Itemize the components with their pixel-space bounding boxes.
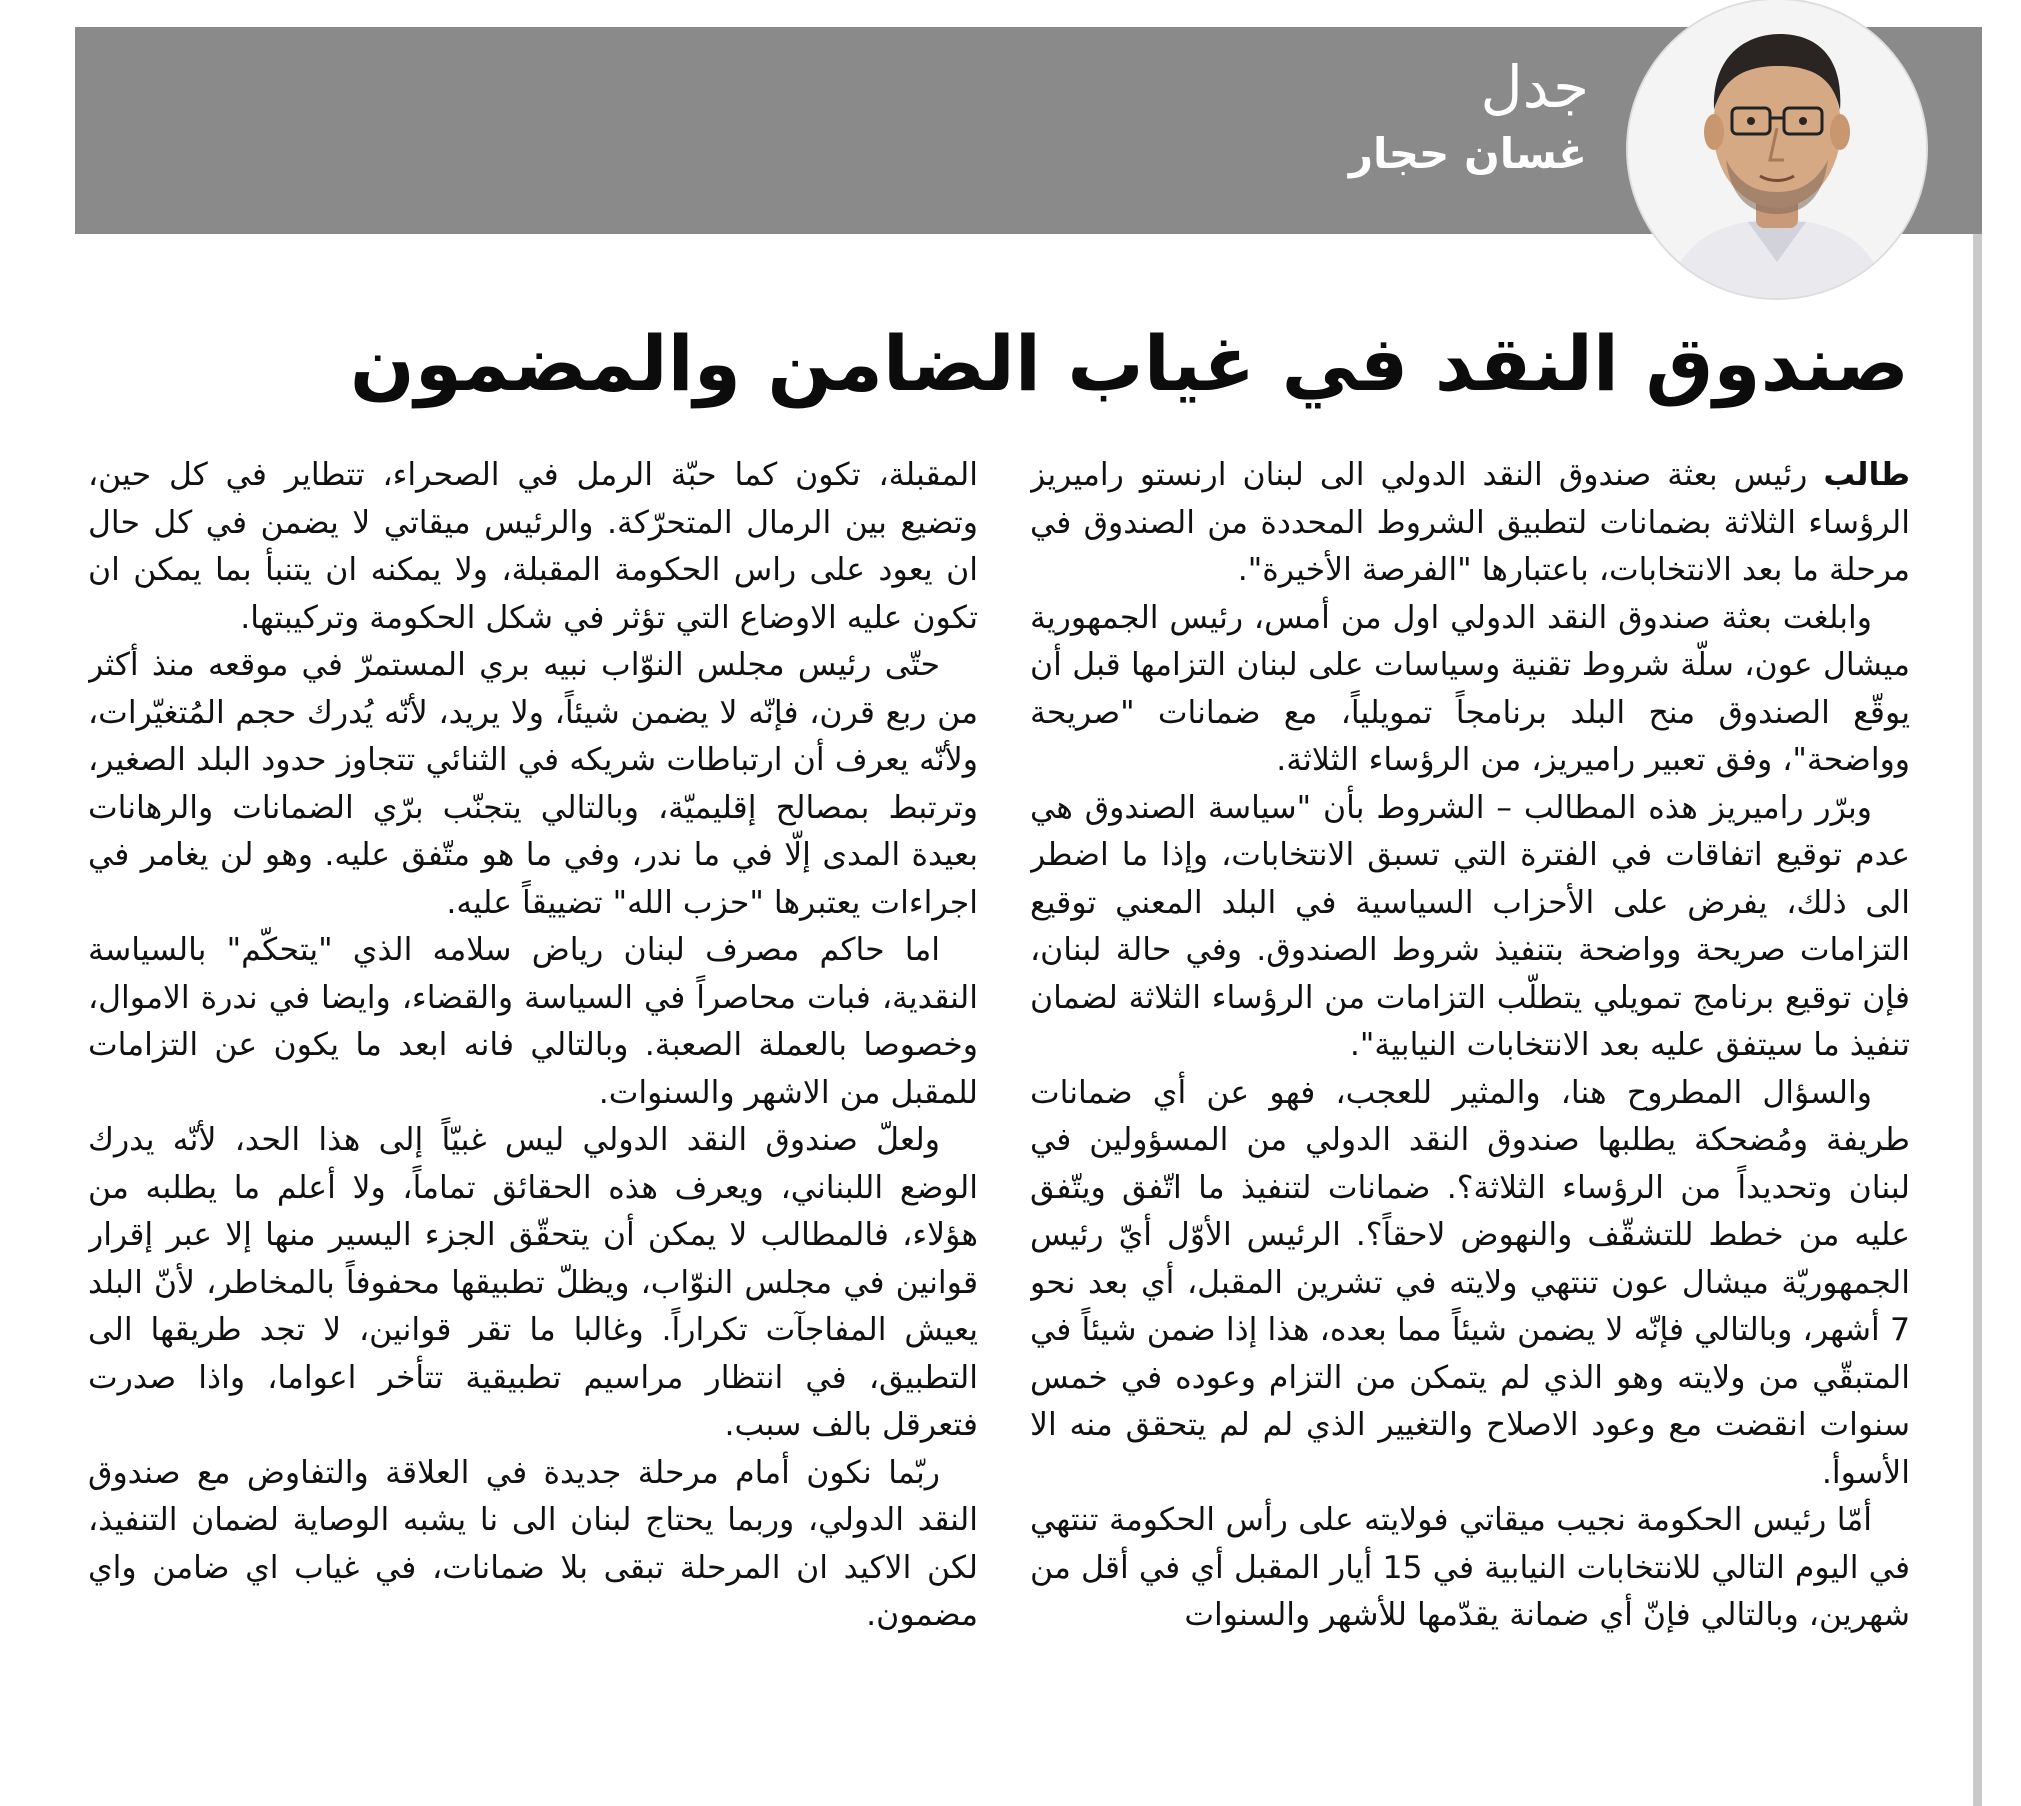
article-paragraph: حتّى رئيس مجلس النوّاب نبيه بري المستمرّ في موقعه منذ أكثر من ربع قرن، فإنّه لا يضمن شيئاً، ولا يريد، لأنّه يُدرك حجم المُتغيّرات، ولأنّه يعرف أن ارتباطات شريكه في الثنائي تتجاوز حدود البلد الصغير، وترتبط بمصالح إقليميّة، وبالتالي يتجنّب برّي الضمانات والرهانات بعيدة المدى إلّا في ما ندر، وفي ما هو متّفق عليه. وهو لن يغامر في اجراءات يعتبرها "حزب الله" تضييقاً عليه. [88,647,978,921]
article-paragraph: ولعلّ صندوق النقد الدولي ليس غبيّاً إلى هذا الحد، لأنّه يدرك الوضع اللبناني، ويعرف هذه الحقائق تماماً، ولا أعلم ما يطلبه من هؤلاء، فالمطالب لا يمكن أن يتحقّق الجزء اليسير منها إلا عبر إقرار قوانين في مجلس النوّاب، ويظلّ تطبيقها محفوفاً بالمخاطر، لأنّ البلد يعيش المفاجآت تكراراً. وغالبا ما تقر قوانين، لا تجد طريقها الى التطبيق، في انتظار مراسيم تطبيقية تتأخر اعواما، واذا صدرت فتعرقل بالف سبب. [88,1122,978,1443]
column-label: جدل [1480,53,1589,121]
first-paragraph-text: رئيس بعثة صندوق النقد الدولي الى لبنان ارنستو راميريز الرؤساء الثلاثة بضمانات لتطبيق الشروط المحددة من الصندوق في مرحلة ما بعد الانتخابات، باعتبارها "الفرصة الأخيرة". [1030,457,1910,588]
lead-word: طالب [1823,457,1910,493]
article-paragraph: اما حاكم مصرف لبنان رياض سلامه الذي "يتحكّم" بالسياسة النقدية، فبات محاصراً في السياسة والقضاء، وايضا في ندرة الاموال، وخصوصا بالعملة الصعبة. وبالتالي فانه ابعد ما يكون عن التزامات للمقبل من الاشهر والسنوات. [88,932,978,1111]
article-paragraph: وبرّر راميريز هذه المطالب – الشروط بأن "سياسة الصندوق هي عدم توقيع اتفاقات في الفترة التي تسبق الانتخابات، وإذا ما اضطر الى ذلك، يفرض على الأحزاب السياسية في البلد المعني توقيع التزامات صريحة وواضحة بتنفيذ شروط الصندوق. وفي حالة لبنان، فإن توقيع برنامج تمويلي يتطلّب التزامات من الرؤساء الثلاثة لضمان تنفيذ ما سيتفق عليه بعد الانتخابات النيابية". [1030,789,1910,1063]
author-name: غسان حجار [1348,129,1587,178]
article-paragraph: المقبلة، تكون كما حبّة الرمل في الصحراء، تتطاير في كل حين، وتضيع بين الرمال المتحرّكة. والرئيس ميقاتي لا يضمن في كل حال ان يعود على راس الحكومة المقبلة، ولا يمكنه ان يتنبأ بما يمكن ان تكون عليه الاوضاع التي تؤثر في شكل الحكومة وتركيبتها. [88,457,978,636]
page-edge-strip [1973,234,1982,1806]
author-portrait-icon [1628,0,1926,298]
article-column-left [88,452,978,1762]
article-paragraph [1030,452,1910,595]
article-paragraph: أمّا رئيس الحكومة نجيب ميقاتي فولايته على رأس الحكومة تنتهي في اليوم التالي للانتخابات النيابية في 15 أيار المقبل أي في أقل من شهرين، وبالتالي فإنّ أي ضمانة يقدّمها للأشهر والسنوات [1030,1502,1910,1633]
author-photo [1628,0,1926,298]
article-paragraph: ربّما نكون أمام مرحلة جديدة في العلاقة والتفاوض مع صندوق النقد الدولي، وربما يحتاج لبنان الى نا يشبه الوصاية لضمان التنفيذ، لكن الاكيد ان المرحلة تبقى بلا ضمانات، في غياب اي ضامن واي مضمون. [88,1454,978,1633]
article-headline: صندوق النقد في غياب الضامن والمضمون [349,319,1909,408]
article-column-right [1030,452,1910,1762]
article-paragraph: وابلغت بعثة صندوق النقد الدولي اول من أمس، رئيس الجمهورية ميشال عون، سلّة شروط تقنية وسياسات على لبنان التزامها قبل أن يوقّع الصندوق منح البلد برنامجاً تمويلياً، مع ضمانات "صريحة وواضحة"، وفق تعبير راميريز، من الرؤساء الثلاثة. [1030,599,1910,778]
article-paragraph: والسؤال المطروح هنا، والمثير للعجب، فهو عن أي ضمانات طريفة ومُضحكة يطلبها صندوق النقد الدولي من المسؤولين في لبنان وتحديداً من الرؤساء الثلاثة؟. ضمانات لتنفيذ ما اتّفق ويتّفق عليه من خطط للتشقّف والنهوض لاحقاً؟. الرئيس الأوّل أيّ رئيس الجمهوريّة ميشال عون تنتهي ولايته في تشرين المقبل، أي بعد نحو 7 أشهر، وبالتالي فإنّه لا يضمن شيئاً مما بعده، هذا إذا ضمن شيئاً في المتبقّي من ولايته وهو الذي لم يتمكن من التزام وعوده في خمس سنوات انقضت مع وعود الاصلاح والتغيير الذي لم لم يتحقق منه الا الأسوأ. [1030,1074,1910,1491]
